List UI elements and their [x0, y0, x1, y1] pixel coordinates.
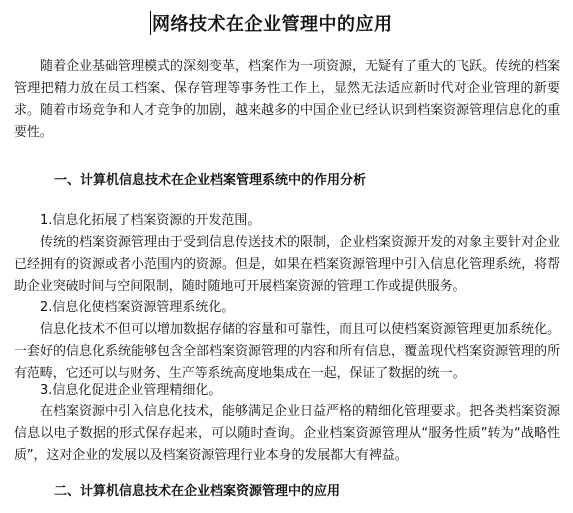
item-1-title: 1.信息化拓展了档案资源的开发范围。	[40, 213, 261, 228]
item-1-body: 传统的档案资源管理由于受到信息传送技术的限制，企业档案资源开发的对象主要针对企业已经拥有的资源或者小范围内的资源。但是，如果在档案资源管理中引入信息化管理系统，将帮助企业突破时间与空间限制，随时随地可开展档案资源的管理工作或提供服务。	[14, 235, 560, 294]
item-2-body: 信息化技术不但可以增加数据存储的容量和可靠性，而且可以使档案资源管理更加系统化。一套好的信息化系统能够包含全部档案资源管理的内容和所有信息，覆盖现代档案资源管理的所有范畴，它还可以与财务、生产等系统高度地集成在一起，保证了数据的统一。	[14, 322, 560, 381]
section-heading-1: 一、计算机信息技术在企业档案管理系统中的作用分析	[54, 173, 367, 188]
item-2-title: 2.信息化使档案资源管理系统化。	[40, 300, 235, 315]
document-title: 网络技术在企业管理中的应用	[152, 14, 393, 35]
title-row	[150, 8, 393, 38]
text-cursor	[150, 11, 151, 35]
item-3-body: 在档案资源中引入信息化技术，能够满足企业日益严格的精细化管理要求。把各类档案资源信息以电子数据的形式保存起来，可以随时查询。企业档案资源管理从“服务性质”转为“战略性质”，这对企业的发展以及档案资源管理行业本身的发展都大有裨益。	[14, 404, 560, 463]
intro-paragraph: 随着企业基础管理模式的深刻变革，档案作为一项资源，无疑有了重大的飞跃。传统的档案管理把精力放在员工档案、保存管理等事务性工作上，显然无法适应新时代对企业管理的新要求。随着市场竞争和人才竞争的加剧，越来越多的中国企业已经认识到档案资源管理信息化的重要性。	[14, 59, 560, 140]
section-heading-2: 二、计算机信息技术在企业档案资源管理中的应用	[54, 484, 341, 499]
item-3-title: 3.信息化促进企业管理精细化。	[40, 383, 222, 398]
